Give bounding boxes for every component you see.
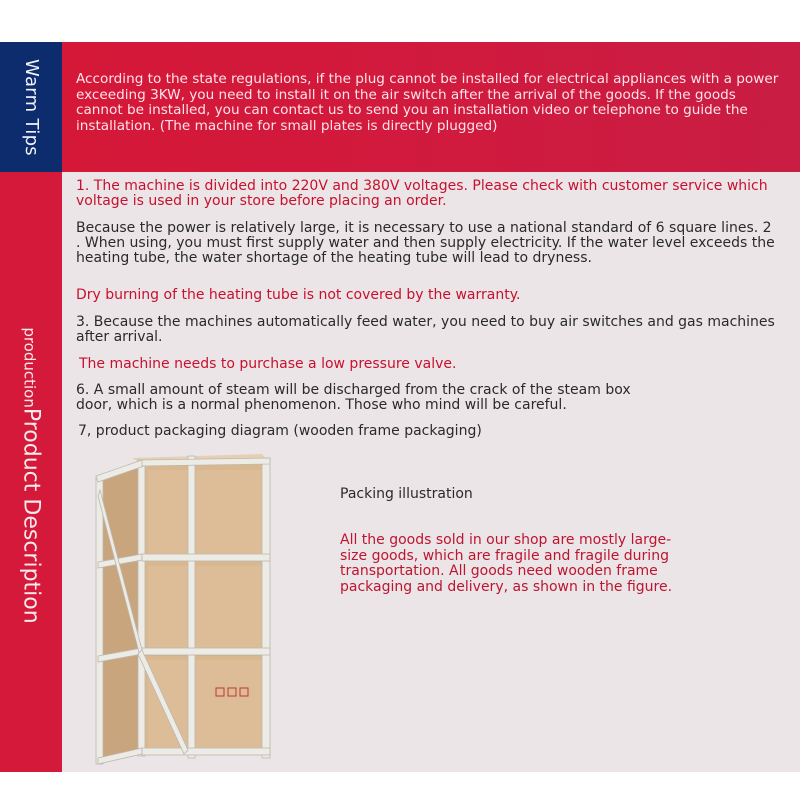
product-description-side-label [0, 178, 62, 772]
side-label-product-description: Product Description [18, 407, 44, 624]
notice-power-lines: Because the power is relatively large, it is necessary to use a national standard of 6 square lines. 2 . When using, you must first supply water and then supply electricity. If the water level exceeds the heating tube, the water shortage of the heating tube will lead to dryness. [76, 220, 775, 266]
notice-voltage: 1. The machine is divided into 220V and 380V voltages. Please check with customer service which voltage is used in your store before placing an order. [76, 178, 768, 209]
side-label-rotated [19, 327, 44, 623]
packing-description: All the goods sold in our shop are mostly large-size goods, which are fragile and fragile during transportation. All goods need wooden frame packaging and delivery, as shown in the figure. [340, 532, 673, 595]
notice-packaging-diagram: 7, product packaging diagram (wooden frame packaging) [78, 423, 482, 439]
product-description-content [62, 172, 800, 772]
notice-warranty: Dry burning of the heating tube is not covered by the warranty. [76, 287, 521, 303]
packing-caption: Packing illustration [340, 486, 473, 502]
wooden-crate-illustration [92, 450, 277, 772]
warm-tips-text: According to the state regulations, if the plug cannot be installed for electrical appliances with a power exceeding 3KW, you need to install it on the air switch after the arrival of the goods. If the goods cannot be installed, you can contact us to send you an installation video or telephone to guide the installation. (The machine for small plates is directly plugged) [76, 71, 779, 134]
notice-air-switch: 3. Because the machines automatically feed water, you need to buy air switches and gas machines after arrival. [76, 314, 775, 345]
side-label-production: production [20, 326, 39, 408]
wooden-crate-image [92, 450, 277, 772]
notice-steam: 6. A small amount of steam will be discharged from the crack of the steam box door, which is a normal phenomenon. Those who mind will be careful. [76, 382, 631, 413]
warm-tips-tab [0, 42, 62, 172]
notice-pressure-valve: The machine needs to purchase a low pressure valve. [79, 356, 457, 372]
warm-tips-label: Warm Tips [20, 58, 42, 156]
warm-tips-panel [62, 42, 800, 172]
